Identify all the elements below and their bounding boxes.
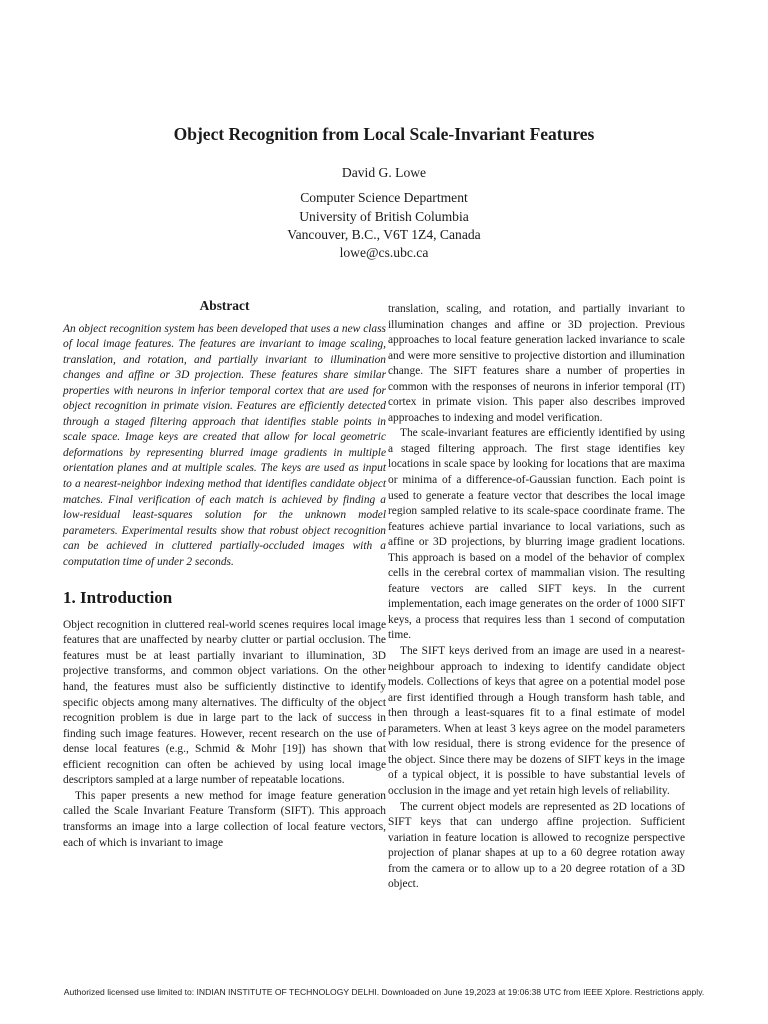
right-column — [388, 302, 685, 893]
author-name: David G. Lowe — [341, 165, 427, 180]
right-paragraph-4: The current object models are represented as 2D locations of SIFT keys that can undergo affine projection. Sufficient variation in feature location is allowed to recognize perspective projection of planar shapes at up to a 60 degree rotation away from the camera or to allow up to a 20 degree rotation of a 3D object. — [388, 800, 685, 891]
section-heading-introduction: 1. Introduction — [63, 588, 173, 608]
abstract-text: An object recognition system has been developed that uses a new class of local image features. The features are invariant to image scaling, translation, and rotation, and partially invariant to illumination changes and affine or 3D projection. These features share similar properties with neurons in inferior temporal cortex that are used for object recognition in primate vision. Features are efficiently detected through a staged filtering approach that identifies stable points in scale space. Image keys are created that allow for local geometric deformations by representing blurred image gradients in multiple orientation planes and at multiple scales. The keys are used as input to a nearest-neighbor indexing method that identifies candidate object matches. Final verification of each match is achieved by finding a low-residual least-squares solution for the unknown model parameters. Experimental results show that robust object recognition can be achieved in cluttered partially-occluded images with a computation time of under 2 seconds. — [63, 322, 386, 568]
author-department: Computer Science Department — [300, 190, 468, 206]
abstract-heading: Abstract — [199, 298, 250, 313]
author-email: lowe@cs.ubc.ca — [339, 245, 429, 261]
right-paragraph-3: The SIFT keys derived from an image are used in a nearest-neighbour approach to indexing to identify candidate object models. Collections of keys that agree on a potential model pose are first identified through a Hough transform hash table, and then through a least-squares fit to a final estimate of model parameters. When at least 3 keys agree on the model parameters with low residual, there is strong evidence for the presence of the object. Since there may be dozens of SIFT keys in the image of a typical object, it is possible to have substantial levels of occlusion in the image and yet retain high levels of reliability. — [388, 645, 685, 797]
right-paragraph-1: translation, scaling, and rotation, and partially invariant to illumination changes and affine or 3D projection. Previous approaches to local feature generation lacked invariance to scale and were more sensitive to projective distortion and illumination change. The SIFT features share a number of properties in common with the responses of neurons in inferior temporal (IT) cortex in primate vision. This paper also describes improved approaches to indexing and model verification. — [388, 303, 685, 424]
intro-paragraph-1: Object recognition in cluttered real-world scenes requires local image features that are unaffected by nearby clutter or partial occlusion. The features must be at least partially invariant to illumination, 3D projective transforms, and common object variations. On the other hand, the features must also be sufficiently distinctive to identify specific objects among many alternatives. The difficulty of the object recognition problem is due in large part to the lack of success in finding such image features. However, recent research on the use of dense local features (e.g., Schmid & Mohr [19]) has shown that efficient recognition can often be achieved by using local image descriptors sampled at a large number of repeatable locations. — [63, 618, 386, 787]
right-paragraph-2: The scale-invariant features are efficiently identified by using a staged filtering approach. The first stage identifies key locations in scale space by looking for locations that are maxima or minima of a difference-of-Gaussian function. Each point is used to generate a feature vector that describes the local image region sampled relative to its scale-space coordinate frame. The features achieve partial invariance to local variations, such as affine or 3D projections, by blurring image gradient locations. This approach is based on a model of the behavior of complex cells in the cerebral cortex of mammalian vision. The resulting feature vectors are called SIFT keys. In the current implementation, each image generates on the order of 1000 SIFT keys, a process that requires less than 1 second of computation time. — [388, 427, 685, 642]
left-column — [63, 298, 386, 851]
author-university: University of British Columbia — [299, 208, 469, 224]
author-gap — [0, 182, 768, 189]
license-footer: Authorized licensed use limited to: INDIAN INSTITUTE OF TECHNOLOGY DELHI. Downloaded on June 19,2023 at 19:06:38 UTC from IEEE Xplore. Restrictions apply. — [63, 987, 705, 997]
author-address: Vancouver, B.C., V6T 1Z4, Canada — [287, 226, 481, 242]
author-block — [0, 164, 768, 262]
paper-title: Object Recognition from Local Scale-Invariant Features — [173, 124, 595, 144]
intro-paragraph-2: This paper presents a new method for image feature generation called the Scale Invariant Feature Transform (SIFT). This approach transforms an image into a large collection of local feature vectors, each of which is invariant to image — [63, 789, 386, 849]
